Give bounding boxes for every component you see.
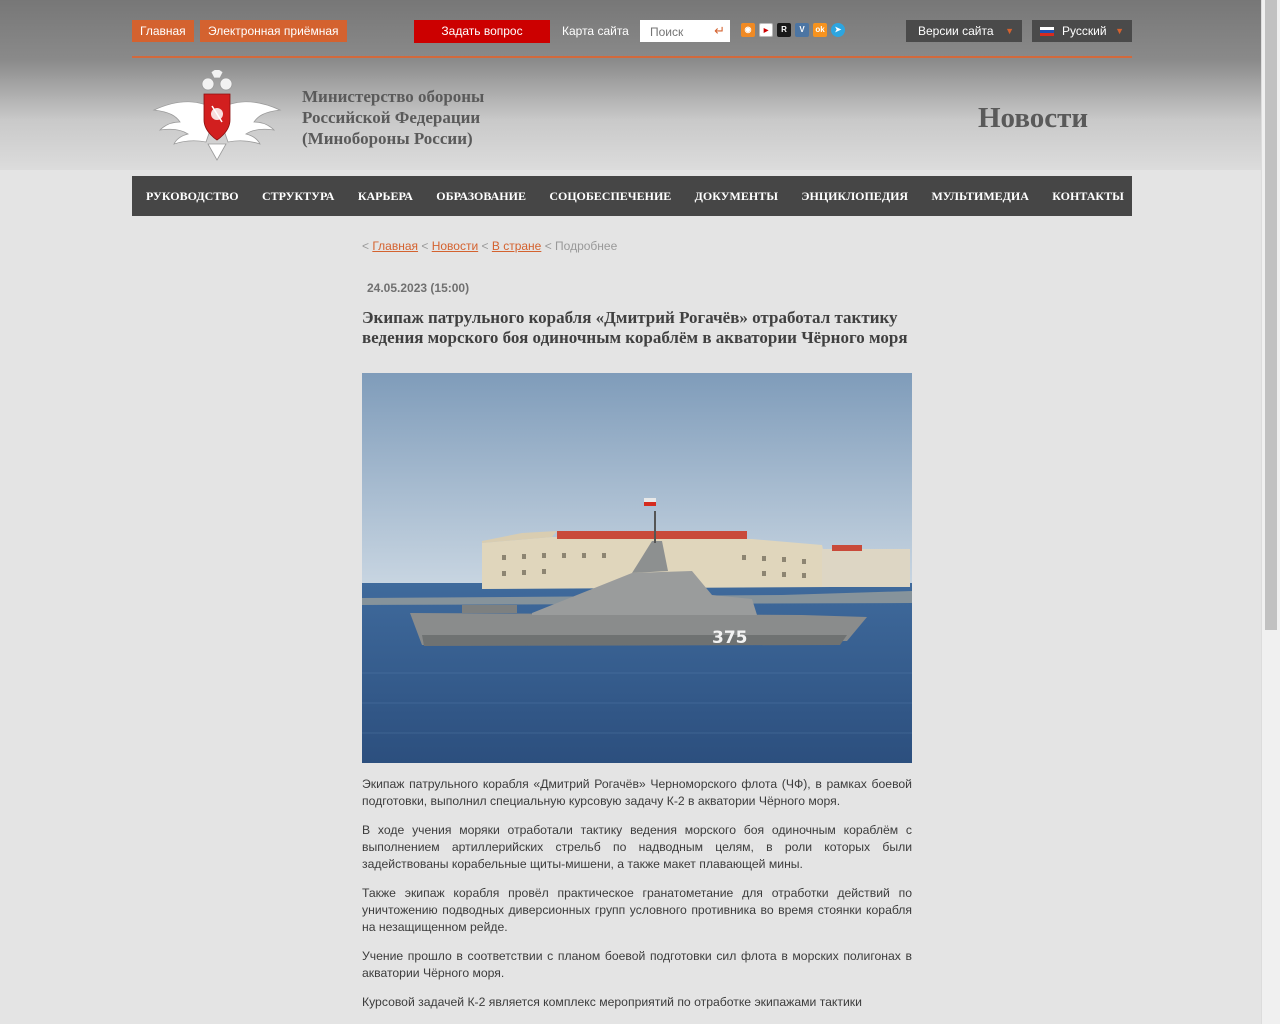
breadcrumb-news[interactable]: Новости [431, 239, 479, 253]
header-divider [132, 56, 1132, 58]
article-body [362, 776, 912, 1023]
organization-name-line-1: Министерство обороны [302, 87, 485, 106]
rss-icon[interactable]: ◉ [741, 23, 755, 37]
nav-item-encyclopedia[interactable]: ЭНЦИКЛОПЕДИЯ [801, 188, 909, 203]
breadcrumb: < Главная < Новости < В стране < Подробнее [362, 239, 618, 253]
ministry-emblem-logo[interactable] [150, 70, 284, 162]
odnoklassniki-icon[interactable]: ok [813, 23, 827, 37]
breadcrumb-country[interactable]: В стране [491, 239, 542, 253]
hull-number: 375 [712, 628, 748, 648]
article-paragraph: В ходе учения моряки отработали тактику ведения морского боя одиночным кораблём с выполнением артиллерийских стрельб по надводным целям, в роли которых были задействованы корабельные щиты-мишени, а также макет плавающей мины. [362, 823, 912, 871]
nav-item-contacts[interactable]: КОНТАКТЫ [1052, 188, 1124, 203]
section-title: Новости [978, 102, 1089, 134]
scrollbar-thumb[interactable] [1265, 0, 1277, 630]
site-versions-label: Версии сайта [918, 24, 994, 38]
search-box [640, 20, 730, 42]
youtube-icon[interactable]: ▶ [759, 23, 773, 37]
nav-item-social-security[interactable]: СОЦОБЕСПЕЧЕНИЕ [549, 188, 672, 203]
article-photo [362, 373, 912, 763]
vk-icon[interactable]: V [795, 23, 809, 37]
site-versions-dropdown[interactable] [906, 20, 1022, 42]
nav-item-career[interactable]: КАРЬЕРА [357, 188, 413, 203]
article-paragraph: Экипаж патрульного корабля «Дмитрий Рогачёв» Черноморского флота (ЧФ), в рамках боевой подготовки, выполнил специальную курсовую задачу К-2 в акватории Чёрного моря. [362, 777, 912, 808]
nav-item-structure[interactable]: СТРУКТУРА [261, 188, 335, 203]
russia-flag-icon [1040, 27, 1054, 36]
article-paragraph: Курсовой задачей К-2 является комплекс мероприятий по отработке экипажами тактики [362, 995, 862, 1009]
article-paragraph: Учение прошло в соответствии с планом боевой подготовки сил флота в морских полигонах в акватории Чёрного моря. [362, 949, 912, 980]
language-label: Русский [1062, 24, 1107, 38]
organization-name-line-2: Российской Федерации [302, 108, 481, 127]
organization-name-line-3: (Минобороны России) [302, 129, 473, 148]
reception-button[interactable]: Электронная приёмная [200, 20, 347, 42]
nav-item-documents[interactable]: ДОКУМЕНТЫ [694, 188, 778, 203]
sitemap-link[interactable]: Карта сайта [562, 24, 629, 38]
nav-item-leadership[interactable]: РУКОВОДСТВО [146, 188, 239, 203]
breadcrumb-home[interactable]: Главная [372, 239, 419, 253]
breadcrumb-current: Подробнее [555, 239, 618, 253]
main-navigation [132, 176, 1132, 216]
home-button[interactable]: Главная [132, 20, 194, 42]
rutube-icon[interactable]: R [777, 23, 791, 37]
telegram-icon[interactable]: ➤ [831, 23, 845, 37]
page-scrollbar[interactable] [1261, 0, 1280, 1024]
language-dropdown[interactable] [1032, 20, 1132, 42]
chevron-down-icon: ▼ [1115, 26, 1124, 36]
nav-item-multimedia[interactable]: МУЛЬТИМЕДИА [931, 188, 1029, 203]
ask-question-button[interactable]: Задать вопрос [414, 20, 550, 43]
article-date: 24.05.2023 (15:00) [367, 281, 470, 295]
nav-item-education[interactable]: ОБРАЗОВАНИЕ [436, 188, 526, 203]
enter-icon[interactable]: ↵ [714, 23, 725, 38]
organization-name[interactable] [302, 86, 562, 149]
article-paragraph: Также экипаж корабля провёл практическое гранатометание для отработки действий по уничтожению подводных диверсионных групп условного противника во время стоянки корабля на незащищенном рейде. [362, 886, 912, 934]
search-input[interactable] [648, 21, 722, 43]
chevron-down-icon: ▼ [1005, 26, 1014, 36]
article-title: Экипаж патрульного корабля «Дмитрий Рогачёв» отработал тактику ведения морского боя одиночным кораблём в акватории Чёрного моря [362, 308, 908, 347]
